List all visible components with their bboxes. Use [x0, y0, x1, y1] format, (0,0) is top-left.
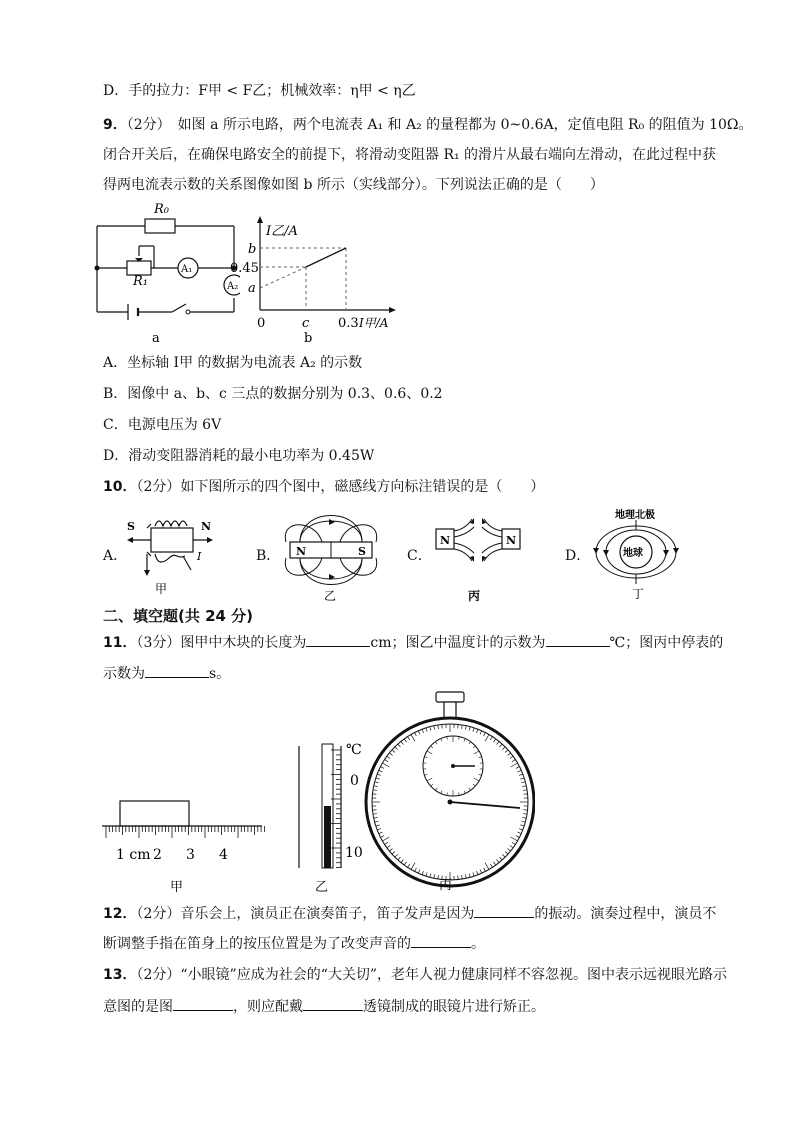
- q10-number: 10．: [103, 479, 137, 495]
- fig-bing-stopwatch-caption: 丙: [439, 878, 453, 893]
- q13-number: 13．: [103, 967, 137, 983]
- q12-text1: （2分）音乐会上，演员正在演奏笛子，笛子发声是因为: [136, 906, 475, 922]
- r0-label: R₀: [154, 202, 169, 217]
- q11-text4: 示数为: [103, 666, 145, 682]
- q11-line1: [103, 632, 723, 653]
- q13-line1: [103, 965, 727, 985]
- q10-option-a-label: A．: [103, 548, 128, 564]
- q9-text1: （2分） 如图 a 所示电路，两个电流表 A₁ 和 A₂ 的量程都为 0~0.6A，定值电阻 R₀ 的阻值为 10Ω。: [126, 117, 753, 133]
- bar-s: S: [358, 545, 366, 558]
- q10-text: （2分）如下图所示的四个图中，磁感线方向标注错误的是（ ）: [136, 479, 545, 495]
- tick-c: c: [302, 316, 310, 331]
- q11-blank-stopwatch[interactable]: [145, 663, 209, 678]
- origin-label: 0: [257, 316, 266, 331]
- q12-text3: 断调整手指在笛身上的按压位置是为了改变声音的: [103, 936, 411, 952]
- q12-blank-source[interactable]: [474, 903, 534, 918]
- q9-line2: 闭合开关后，在确保电路安全的前提下，将滑动变阻器 R₁ 的滑片从最右端向左滑动，在此过程中获: [103, 147, 717, 163]
- q9-line1: [103, 115, 753, 135]
- graph-solid-line: [306, 248, 346, 267]
- q10-option-d-label: D．: [565, 548, 591, 564]
- q12-line1: [103, 903, 716, 924]
- solenoid-s: S: [127, 520, 135, 533]
- q13-blank-figure[interactable]: [173, 996, 233, 1011]
- q9-option-b: B．图像中 a、b、c 三点的数据分别为 0.3、0.6、0.2: [103, 386, 443, 402]
- thermo-ten: 10: [345, 845, 363, 861]
- q10-fig-earth: [590, 506, 686, 602]
- q13-line2: [103, 996, 545, 1017]
- q13-text1: （2分）“小眼镜”应成为社会的“大关切”，老年人视力健康同样不容忽视。图中表示远视眼光路示: [136, 967, 728, 983]
- ruler-tick-1: 1 cm: [116, 847, 151, 863]
- tick-03: 0.3: [338, 316, 359, 331]
- earth-label: 地球: [623, 548, 643, 559]
- q10-fig-bar-magnet: [276, 510, 386, 602]
- q11-stopwatch-figure: [355, 690, 535, 895]
- y-axis-label: I乙/A: [266, 224, 298, 239]
- fig-a-caption: a: [152, 331, 160, 346]
- tick-a: a: [248, 281, 256, 296]
- pole-n-right: N: [506, 534, 517, 547]
- q11-text5: s。: [209, 666, 231, 682]
- q11-ruler-figure: [100, 795, 270, 895]
- q13-text3: ，则应配戴: [233, 999, 303, 1015]
- solenoid-n: N: [201, 520, 212, 533]
- current-label: I: [197, 550, 202, 563]
- fig-yi-thermo-caption: 乙: [315, 880, 329, 895]
- fig-jia-ruler-caption: 甲: [170, 880, 184, 895]
- fig-yi-caption: 乙: [324, 589, 337, 602]
- q11-blank-temperature[interactable]: [546, 632, 610, 647]
- q10-fig-two-n-poles: [432, 515, 527, 605]
- a1-label: A₁: [181, 264, 193, 275]
- q9-option-a: A．坐标轴 I甲 的数据为电流表 A₂ 的示数: [103, 355, 363, 371]
- q9-line3: 得两电流表示数的关系图像如图 b 所示（实线部分）。下列说法正确的是（ ）: [103, 177, 604, 193]
- pole-n-left: N: [440, 534, 451, 547]
- q10-fig-solenoid: [125, 508, 225, 600]
- thermo-unit: ℃: [346, 742, 362, 758]
- wood-block: [120, 801, 189, 826]
- q11-text2: cm；图乙中温度计的示数为: [370, 635, 546, 651]
- tick-b: b: [248, 242, 257, 257]
- q11-number: 11．: [103, 635, 137, 651]
- q12-text2: 的振动。演奏过程中，演员不: [534, 906, 717, 922]
- q9-number: 9．: [103, 117, 127, 133]
- fig-jia-caption: 甲: [155, 582, 168, 596]
- thermo-zero: 0: [350, 773, 359, 789]
- geographic-north-label: 地理北极: [615, 510, 655, 521]
- q10-option-b-label: B．: [256, 548, 281, 564]
- q13-blank-lens[interactable]: [303, 996, 363, 1011]
- tick-045: 0.45: [230, 261, 259, 276]
- section-fill-in-heading: 二、填空题(共 24 分): [103, 607, 254, 625]
- q10-stem: [103, 477, 544, 497]
- q12-blank-property[interactable]: [411, 933, 471, 948]
- x-axis-label: I甲/A: [359, 316, 389, 330]
- fig-b-caption: b: [304, 331, 313, 346]
- q12-text4: 。: [471, 936, 485, 952]
- q13-text2: 意图的是图: [103, 999, 173, 1015]
- q11-text1: （3分）图甲中木块的长度为: [136, 635, 307, 651]
- q13-text4: 透镜制成的眼镜片进行矫正。: [363, 999, 545, 1015]
- q11-blank-length[interactable]: [306, 632, 370, 647]
- q9-option-c: C．电源电压为 6V: [103, 417, 222, 433]
- q11-line2: [103, 663, 230, 684]
- stopwatch-crown: [436, 692, 464, 702]
- q11-text3: ℃；图丙中停表的: [609, 635, 724, 651]
- fig-bing-caption: 丙: [468, 589, 481, 603]
- ruler-tick-3: 3: [186, 847, 195, 863]
- q9-option-d: D．滑动变阻器消耗的最小电功率为 0.45W: [103, 448, 375, 464]
- mercury-column: [324, 806, 331, 868]
- q12-number: 12．: [103, 906, 137, 922]
- r1-label: R₁: [133, 274, 148, 289]
- fig-ding-caption: 丁: [632, 587, 645, 601]
- q9-current-graph: [228, 215, 398, 347]
- q10-option-c-label: C．: [407, 548, 432, 564]
- a2-label: A₂: [227, 281, 239, 292]
- q12-line2: [103, 933, 485, 954]
- bar-n: N: [296, 545, 307, 558]
- q9-circuit-diagram: [90, 198, 240, 346]
- ruler-tick-4: 4: [219, 847, 228, 863]
- q8-option-d: D．手的拉力：F甲 < F乙；机械效率：η甲 < η乙: [103, 83, 416, 99]
- ruler-tick-2: 2: [153, 847, 162, 863]
